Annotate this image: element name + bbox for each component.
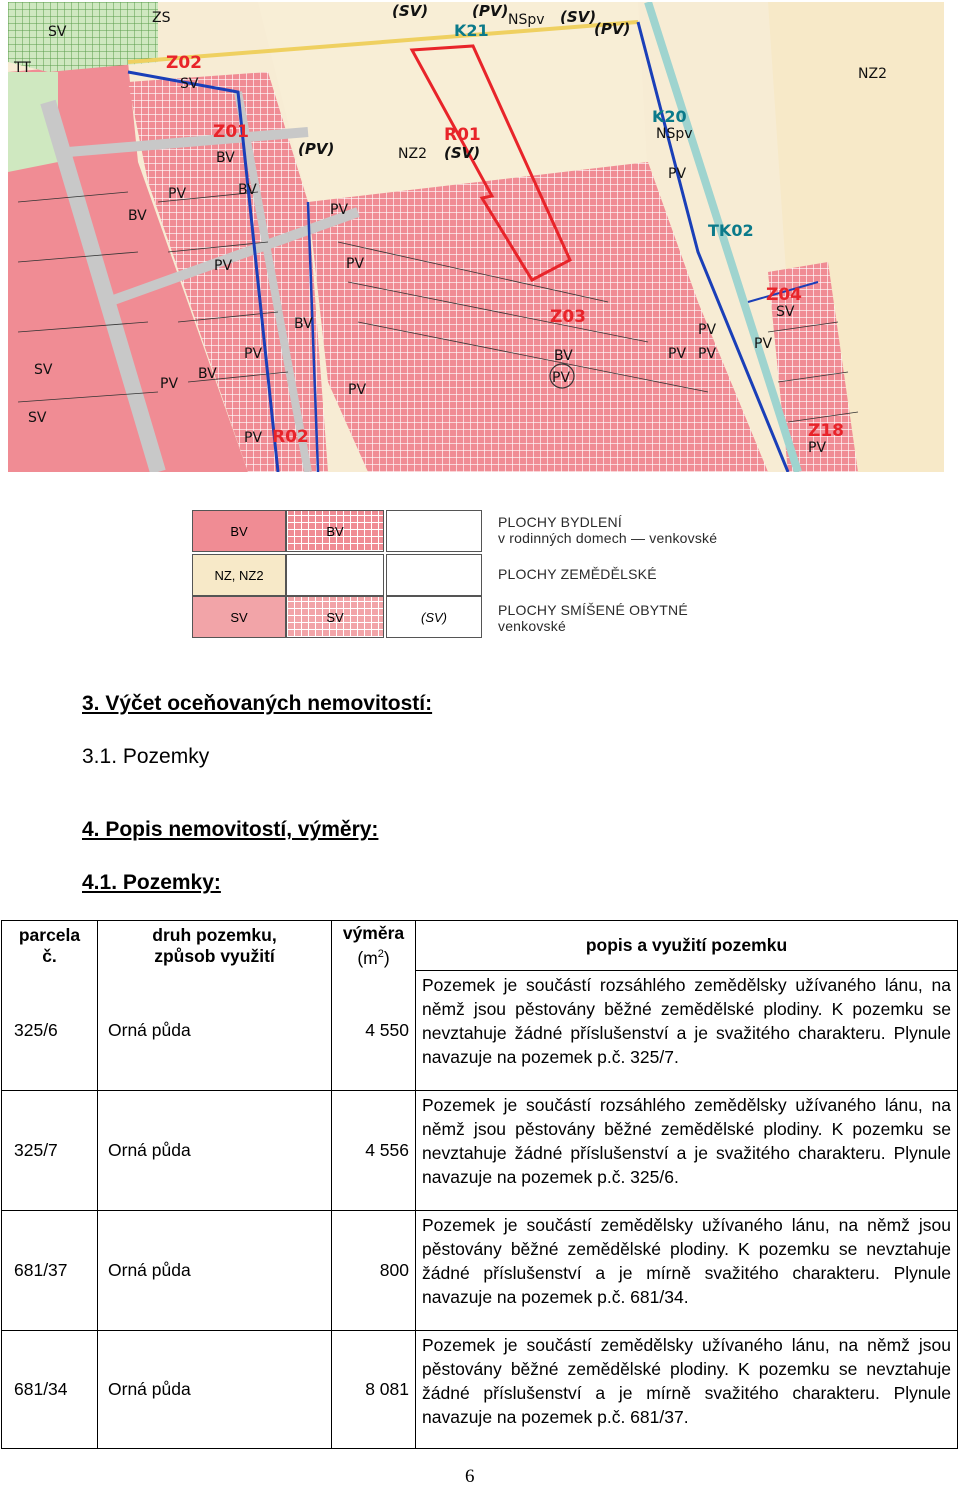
heading-section-3-1: 3.1. Pozemky <box>82 745 210 768</box>
map-label-pv: PV <box>808 440 827 456</box>
header-area-line2 <box>332 944 415 969</box>
cell-desc: Pozemek je součástí rozsáhlého zemědělsky užívaného lánu, na němž jsou pěstovány běžné zemědělské plodiny. K pozemku se nevztahuje žádné příslušenství a je svažitého charakteru. Plynule navazuje na pozemek p.č. 325/6. <box>416 1091 958 1211</box>
legend-swatch-agri-solid: NZ, NZ2 <box>192 554 286 596</box>
map-label-k20: K20 <box>652 107 687 126</box>
heading-section-4: 4. Popis nemovitostí, výměry: <box>82 818 379 841</box>
legend-swatch-mixed-solid: SV <box>192 596 286 638</box>
map-label-pv-paren: (PV) <box>472 2 509 20</box>
map-label-nz2: NZ2 <box>398 146 427 162</box>
map-label-nz2: NZ2 <box>858 66 887 82</box>
map-label-pv: PV <box>168 186 187 202</box>
map-label-nspv: NSpv <box>508 12 545 28</box>
cell-area: 800 <box>332 1211 416 1331</box>
header-area-unit: (m <box>357 947 378 968</box>
cell-type: Orná půda <box>98 1091 332 1211</box>
legend-subtitle-residential: v rodinných domech — venkovské <box>498 530 718 546</box>
map-label-sv: SV <box>180 76 199 92</box>
map-label-pv: PV <box>160 376 179 392</box>
cell-parcel: 681/34 <box>2 1331 98 1449</box>
map-label-pv-circle: PV <box>552 370 571 386</box>
cell-type: Orná půda <box>98 1331 332 1449</box>
cell-area: 8 081 <box>332 1331 416 1449</box>
map-label-z02: Z02 <box>166 53 202 73</box>
cell-area: 4 556 <box>332 1091 416 1211</box>
map-label-z03: Z03 <box>550 307 586 327</box>
header-area-line1: výměra <box>342 922 405 943</box>
zoning-map <box>8 2 944 472</box>
header-type <box>98 921 332 971</box>
map-label-pv-paren: (PV) <box>298 140 335 158</box>
header-parcel <box>2 921 98 971</box>
table-row <box>2 971 958 1091</box>
header-type-line1: druh pozemku, <box>152 924 277 945</box>
map-legend <box>190 508 790 640</box>
cell-desc: Pozemek je součástí rozsáhlého zemědělsky užívaného lánu, na němž jsou pěstovány běžné zemědělské plodiny. K pozemku se nevztahuje žádné příslušenství a je svažitého charakteru. Plynule navazuje na pozemek p.č. 325/7. <box>416 971 958 1091</box>
legend-label-residential <box>498 514 717 546</box>
table-header-row <box>2 921 958 971</box>
map-label-bv: BV <box>238 182 257 198</box>
cell-desc: Pozemek je součástí zemědělsky užívaného lánu, na němž jsou pěstovány běžné zemědělské plodiny. K pozemku se nevztahuje žádné příslušenství a je mírně svažitého charakteru. Plynule navazuje na pozemek p.č. 681/37. <box>416 1331 958 1449</box>
map-label-pv: PV <box>214 258 233 274</box>
legend-swatch-residential-hatch: BV <box>286 510 384 552</box>
map-label-sv: SV <box>48 24 67 40</box>
heading-section-3: 3. Výčet oceňovaných nemovitostí: <box>82 692 433 715</box>
map-label-r01: R01 <box>444 125 481 145</box>
header-area-close: ) <box>383 947 390 968</box>
map-label-pv: PV <box>330 202 349 218</box>
map-label-bv: BV <box>198 366 217 382</box>
map-label-bv: BV <box>554 348 573 364</box>
cell-parcel: 681/37 <box>2 1211 98 1331</box>
map-label-pv: PV <box>244 346 263 362</box>
legend-title-residential: PLOCHY BYDLENÍ <box>498 514 622 530</box>
legend-subtitle-mixed: venkovské <box>498 618 566 634</box>
map-label-sv-paren: (SV) <box>392 2 429 20</box>
map-label-k21: K21 <box>454 21 489 40</box>
legend-swatch-mixed-outline: (SV) <box>386 596 482 638</box>
map-label-z01: Z01 <box>213 122 249 142</box>
map-label-zs: ZS <box>152 10 171 26</box>
legend-swatch-agri-hatch <box>286 554 384 596</box>
map-label-pv-paren: (PV) <box>594 20 631 38</box>
map-label-z04: Z04 <box>766 285 802 305</box>
map-label-pv: PV <box>668 346 687 362</box>
cell-type: Orná půda <box>98 971 332 1091</box>
map-label-pv: PV <box>698 346 717 362</box>
cell-parcel: 325/6 <box>2 971 98 1091</box>
cell-area: 4 550 <box>332 971 416 1091</box>
map-label-pv: PV <box>244 430 263 446</box>
map-label-tk02: TK02 <box>708 221 754 240</box>
header-parcel-line1: parcela <box>18 924 81 945</box>
cell-type: Orná půda <box>98 1211 332 1331</box>
table-row <box>2 1091 958 1211</box>
map-label-tt: TT <box>14 60 31 76</box>
map-label-nspv: NSpv <box>656 126 693 142</box>
legend-label-mixed <box>498 602 688 634</box>
map-label-sv: SV <box>34 362 53 378</box>
map-label-pv: PV <box>346 256 365 272</box>
map-label-sv: SV <box>28 410 47 426</box>
map-label-pv: PV <box>668 166 687 182</box>
map-label-sv-paren: (SV) <box>444 144 481 162</box>
legend-swatch-residential-outline <box>386 510 482 552</box>
legend-swatch-residential-solid: BV <box>192 510 286 552</box>
page-number: 6 <box>465 1466 475 1487</box>
map-label-pv: PV <box>348 382 367 398</box>
heading-section-4-1: 4.1. Pozemky: <box>82 871 221 894</box>
map-label-sv: SV <box>776 304 795 320</box>
map-label-r02: R02 <box>272 427 309 447</box>
legend-title-agri: PLOCHY ZEMĚDĚLSKÉ <box>498 566 657 582</box>
header-type-line2: způsob využití <box>154 945 275 966</box>
map-label-pv: PV <box>754 336 773 352</box>
map-label-z18: Z18 <box>808 421 844 441</box>
cell-desc: Pozemek je součástí zemědělsky užívaného lánu, na němž jsou pěstovány běžné zemědělské plodiny. K pozemku se nevztahuje žádné příslušenství a je mírně svažitého charakteru. Plynule navazuje na pozemek p.č. 681/34. <box>416 1211 958 1331</box>
table-row <box>2 1211 958 1331</box>
header-parcel-line2: č. <box>42 945 57 966</box>
map-label-bv: BV <box>216 150 235 166</box>
table-row <box>2 1331 958 1449</box>
header-desc: popis a využití pozemku <box>416 921 958 971</box>
header-area-sup: 2 <box>377 947 384 960</box>
header-area <box>332 921 416 971</box>
cell-parcel: 325/7 <box>2 1091 98 1211</box>
map-label-pv: PV <box>698 322 717 338</box>
map-label-bv: BV <box>128 208 147 224</box>
legend-title-mixed: PLOCHY SMÍŠENÉ OBYTNÉ <box>498 602 688 618</box>
map-label-bv: BV <box>294 316 313 332</box>
parcel-table <box>1 920 958 1449</box>
legend-swatch-mixed-hatch: SV <box>286 596 384 638</box>
legend-swatch-agri-outline <box>386 554 482 596</box>
map-label-sv-paren: (SV) <box>560 8 597 26</box>
